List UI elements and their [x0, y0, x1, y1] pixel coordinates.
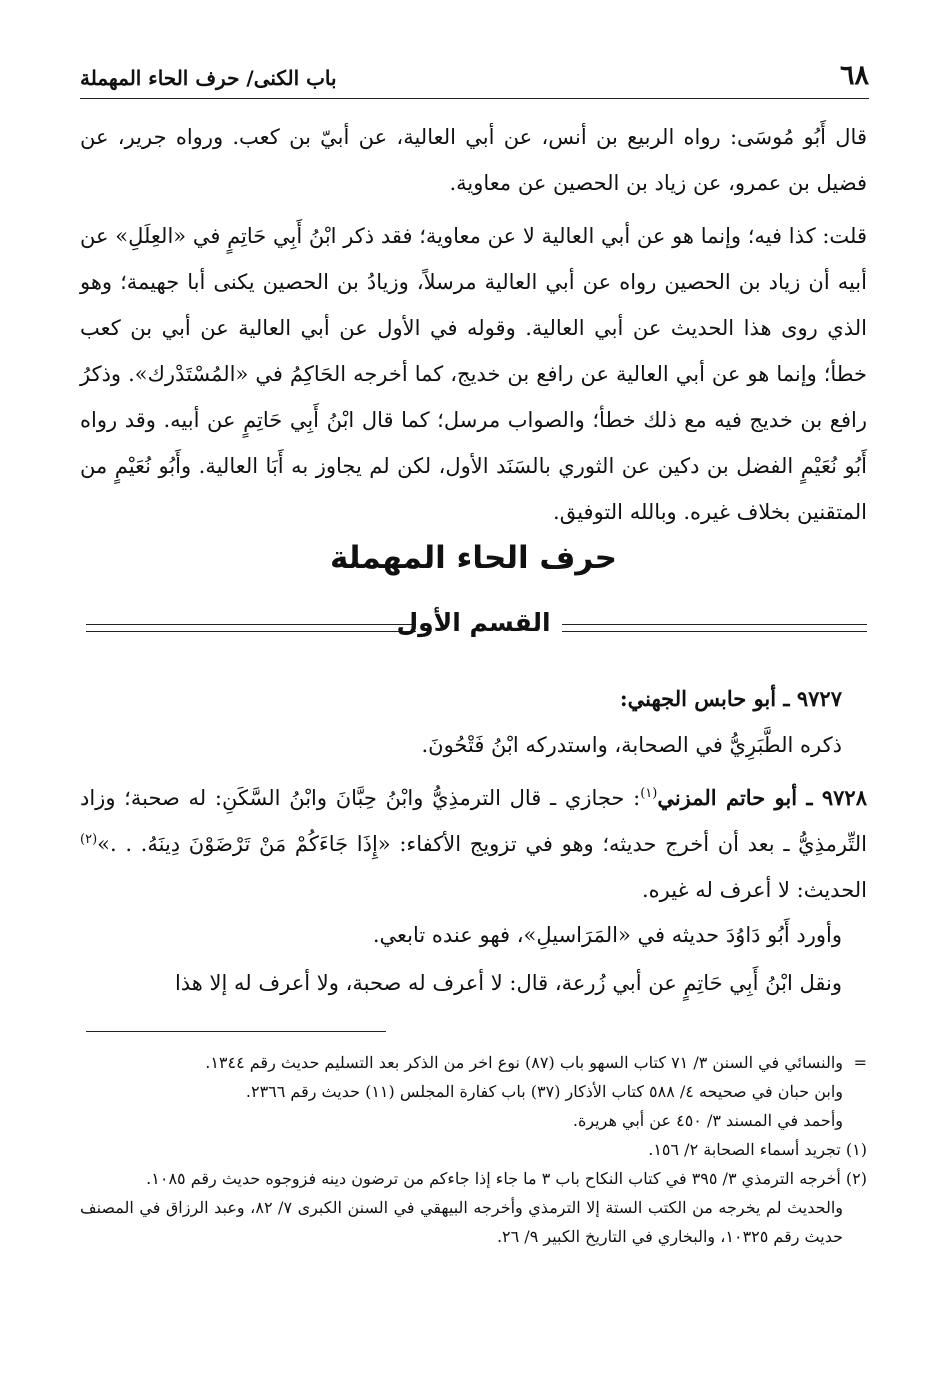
paragraph-text: قال أَبُو مُوسَى: رواه الربيع بن أنس، عن أبي العالية، عن أبيّ بن كعب. ورواه جرير، عن فضيل بن عمرو، عن زياد بن الحصين عن معاوية.: [80, 125, 867, 195]
subsection-title: القسم الأول: [396, 608, 551, 637]
page-number: ٦٨: [839, 60, 869, 91]
entry-text: الحديث: لا أعرف له غيره.: [642, 878, 867, 902]
entry-9728: [80, 775, 867, 913]
footnote-continuation: وابن حبان في صحيحه ٤/ ٥٨٨ كتاب الأذكار (٣٧) باب كفارة المجلس (١١) حديث رقم ٢٣٦٦.: [245, 1082, 843, 1101]
entry-text: وأورد أَبُو دَاوُدَ حديثه في «المَرَاسيلِ»، فهو عنده تابعي.: [372, 923, 842, 947]
paragraph-commentary: [80, 213, 867, 535]
paragraph-text: قلت: كذا فيه؛ وإنما هو عن أبي العالية لا عن معاوية؛ فقد ذكر ابْنُ أَبِي حَاتِمٍ في «العِلَلِ» عن أبيه أن زياد بن الحصين رواه عن أبي العالية مرسلاً، وزيادُ بن الحصين يكنى أبا جهيمة؛ وهو الذي روى هذا الحديث عن أبي العالية. وقوله في الأول عن أبي العالية عن أبي بن كعب خطأ؛ وإنما هو عن أبي العالية عن رافع بن خديج، كما أخرجه الحَاكِمُ في «المُسْتَدْرك». وذكرُ رافع بن خديج فيه مع ذلك خطأ؛ والصواب مرسل؛ كما قال ابْنُ أَبِي حَاتِمٍ عن أبيه. وقد رواه أَبُو نُعَيْمٍ الفضل بن دكين عن الثوري بالسَنَد الأول، لكن لم يجاوز به أَبَا العالية. وأَبُو نُعَيْمٍ من المتقنين بخلاف غيره. وبالله التوفيق.: [80, 224, 867, 524]
entry-text: : حجازي ـ قال الترمذِيُّ وابْنُ حِبَّانَ وابْنُ السَّكَنِ: له صحبة؛ وزاد التِّرمذِيُّ ـ بعد أن أخرج حديثه؛ وهو في تزويج الأكفاء: «إِذَا جَاءَكُمْ مَنْ تَرْضَوْنَ دِينَهُ. . .»: [80, 786, 867, 856]
entry-9727-text: [80, 722, 842, 768]
entry-9727: [80, 676, 842, 722]
entry-text: ونقل ابْنُ أَبِي حَاتِمٍ عن أبي زُرعة، قال: لا أعرف له صحبة، ولا أعرف له إلا هذا: [174, 971, 842, 995]
footnote-ref: (١): [640, 786, 658, 801]
footnote-1: (١) تجريد أسماء الصحابة ٢/ ١٥٦.: [648, 1140, 867, 1159]
entry-9728-abudawud: [80, 912, 842, 958]
entry-9728-abuzura: [80, 960, 842, 1006]
footnote-ref: (٢): [80, 832, 98, 847]
footnote-2-continuation: والحديث لم يخرجه من الكتب الستة إلا الترمذي وأخرجه البيهقي في السنن الكبرى ٧/ ٨٢، وعبد الرزاق في المصنف حديث رقم ١٠٣٢٥، والبخاري في التاريخ الكبير ٩/ ٢٦.: [80, 1198, 844, 1246]
footnote-continuation: وأحمد في المسند ٣/ ٤٥٠ عن أبي هريرة.: [572, 1111, 843, 1130]
entry-heading: ٩٧٢٨ ـ أبو حاتم المزني: [657, 785, 867, 810]
footnotes: [80, 1048, 867, 1251]
paragraph-abu-musa: [80, 114, 867, 206]
continuation-mark: =: [853, 1053, 867, 1072]
entry-text: ذكره الطَّبَرِيُّ في الصحابة، واستدركه ابْنُ فَتْحُونَ.: [421, 733, 842, 757]
section-title: حرف الحاء المهملة: [329, 540, 618, 576]
footnote-2: (٢) أخرجه الترمذي ٣/ ٣٩٥ في كتاب النكاح باب ٣ ما جاء إذا جاءكم من ترضون دينه فزوجوه حديث رقم ١٠٨٥.: [146, 1169, 867, 1188]
footnote-separator: [86, 1031, 386, 1032]
entry-heading: ٩٧٢٧ ـ أبو حابس الجهني:: [619, 686, 842, 711]
running-head: باب الكنى/ حرف الحاء المهملة: [80, 66, 337, 90]
page-header: [80, 58, 869, 99]
footnote-continuation: =والنسائي في السنن ٣/ ٧١ كتاب السهو باب (٨٧) نوع اخر من الذكر بعد التسليم حديث رقم ١٣٤٤.: [80, 1048, 867, 1077]
